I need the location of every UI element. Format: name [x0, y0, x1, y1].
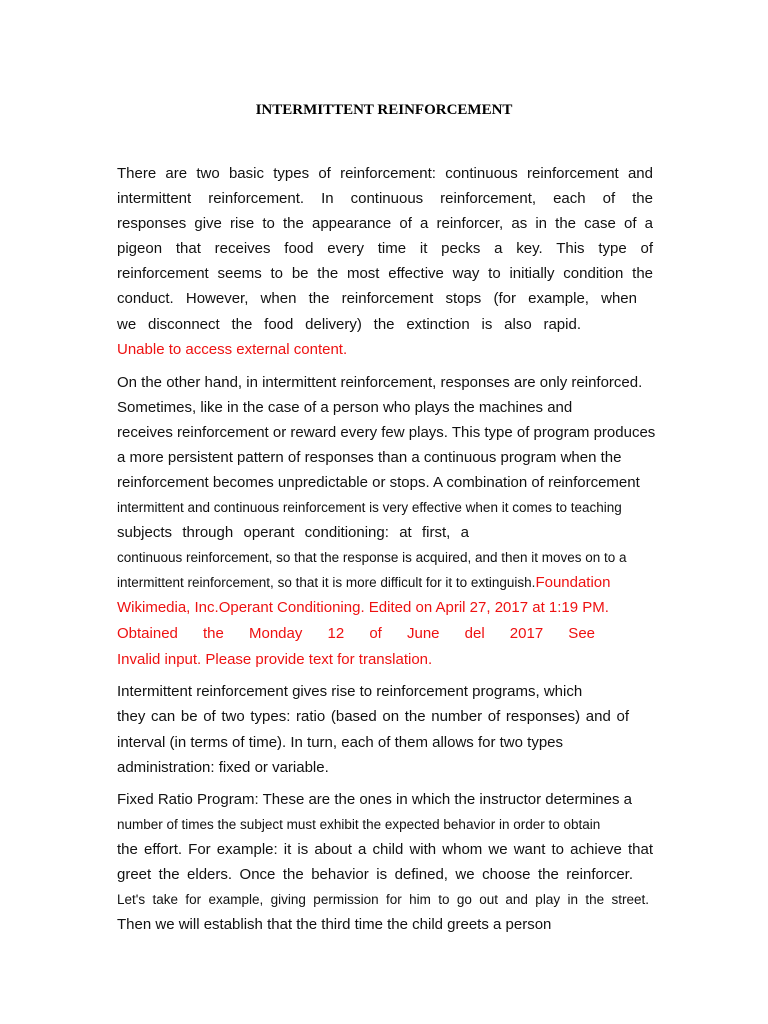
- error-message-1: Unable to access external content.: [117, 341, 348, 358]
- p4-line-2: number of times the subject must exhibit the expected behavior in order to obtain: [117, 817, 601, 832]
- p1-line-2: intermittent reinforcement. In continuous reinforcement, each of the: [117, 190, 653, 207]
- p2-line-9: [117, 573, 653, 593]
- p4-line-5: Let's take for example, giving permission for him to go out and play in the street.: [117, 892, 649, 907]
- p1-line-4: pigeon that receives food every time it pecks a key. This type of: [117, 240, 653, 257]
- p2-line-4: a more persistent pattern of responses than a continuous program when the: [117, 449, 622, 466]
- p2-line-6: intermittent and continuous reinforcement is very effective when it comes to teaching: [117, 500, 622, 515]
- p4-line-1: Fixed Ratio Program: These are the ones in which the instructor determines a: [117, 791, 632, 808]
- p2-line-1: On the other hand, in intermittent reinforcement, responses are only reinforced.: [117, 374, 643, 391]
- p1-line-1: There are two basic types of reinforcement: continuous reinforcement and: [117, 165, 653, 182]
- p2-line-9-text: intermittent reinforcement, so that it is more difficult for it to extinguish.: [117, 575, 536, 590]
- p1-line-3: responses give rise to the appearance of a reinforcer, as in the case of a: [117, 215, 653, 232]
- p2-line-8: continuous reinforcement, so that the response is acquired, and then it moves on to a: [117, 550, 627, 565]
- p2-line-5: reinforcement becomes unpredictable or stops. A combination of reinforcement: [117, 474, 640, 491]
- p2-line-7: subjects through operant conditioning: at first, a: [117, 524, 469, 541]
- document-title: INTERMITTENT REINFORCEMENT: [255, 102, 513, 118]
- p4-line-6: Then we will establish that the third time the child greets a person: [117, 916, 552, 933]
- p3-line-4: administration: fixed or variable.: [117, 759, 329, 776]
- p4-line-3: the effort. For example: it is about a child with whom we want to achieve that: [117, 841, 653, 858]
- error-message-2: Invalid input. Please provide text for translation.: [117, 651, 433, 668]
- p1-line-5: reinforcement seems to be the most effective way to initially condition the: [117, 265, 653, 282]
- p3-line-2: they can be of two types: ratio (based on the number of responses) and of: [117, 708, 629, 725]
- p2-line-3: receives reinforcement or reward every few plays. This type of program produces: [117, 424, 656, 441]
- citation-source: Foundation: [535, 574, 611, 591]
- p1-line-7: we disconnect the food delivery) the extinction is also rapid.: [117, 316, 581, 333]
- p1-line-6: conduct. However, when the reinforcement stops (for example, when: [117, 290, 637, 307]
- citation-line-2: Obtained the Monday 12 of June del 2017 See: [117, 625, 595, 642]
- p4-line-4: greet the elders. Once the behavior is defined, we choose the reinforcer.: [117, 866, 633, 883]
- p2-line-2: Sometimes, like in the case of a person who plays the machines and: [117, 399, 573, 416]
- p3-line-1: Intermittent reinforcement gives rise to reinforcement programs, which: [117, 683, 583, 700]
- p3-line-3: interval (in terms of time). In turn, each of them allows for two types: [117, 734, 564, 751]
- citation-line-1: Wikimedia, Inc.Operant Conditioning. Edited on April 27, 2017 at 1:19 PM.: [117, 599, 609, 616]
